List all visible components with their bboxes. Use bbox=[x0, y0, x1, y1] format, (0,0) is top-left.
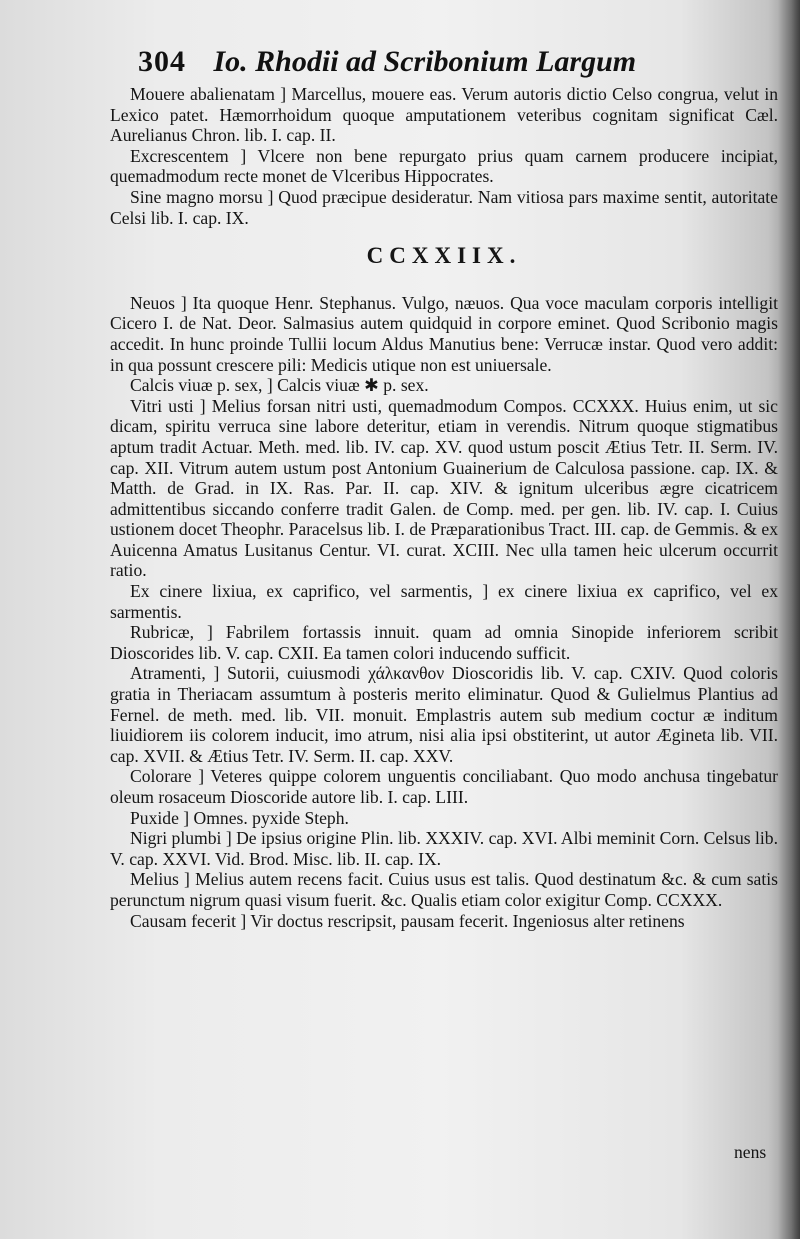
page-number: 304 bbox=[138, 45, 186, 78]
commentary-text bbox=[110, 84, 778, 931]
paragraph: Vitri usti ] Melius forsan nitri usti, quemadmodum Compos. CCXXX. Huius enim, ut sic dicam, spiritu verruca sine labore deteritur, etiam in verendis. Nitrum quoque stigmatibus aptum tradit Actuar. Meth. med. lib. IV. cap. XV. quod ustum poscit Ætius Tetr. II. Serm. IV. cap. XII. Vitrum autem ustum post Antonium Guainerium de Calculosa passione. cap. IX. & Matth. de Grad. in IX. Ras. Par. II. cap. XIV. & ignitum ulceribus ægre cicatricem admittentibus siccando conferre tradit Galen. de Comp. med. per gen. lib. IV. cap. I. Cuius ustionem docet Theophr. Paracelsus lib. I. de Præparationibus Tract. III. cap. de Gemmis. & ex Auicenna Amatus Lusitanus Centur. VI. curat. XCIII. Nec ulla tamen heic ulcerum occurrit ratio. bbox=[110, 395, 778, 581]
section-heading: CCXXIIX. bbox=[366, 243, 522, 269]
paragraph: Puxide ] Omnes. pyxide Steph. bbox=[130, 807, 349, 828]
paragraph: Ex cinere lixiua, ex caprifico, vel sarmentis, ] ex cinere lixiua ex caprifico, vel ex sarmentis. bbox=[110, 581, 778, 622]
catchword: nens bbox=[734, 1142, 767, 1162]
paragraph: Calcis viuæ p. sex, ] Calcis viuæ ✱ p. sex. bbox=[130, 375, 429, 396]
paragraph: Causam fecerit ] Vir doctus rescripsit, pausam fecerit. Ingeniosus alter retinens bbox=[130, 910, 685, 931]
paragraph: Sine magno morsu ] Quod præcipue desideratur. Nam vitiosa pars maxime sentit, autoritate Celsi lib. I. cap. IX. bbox=[110, 186, 778, 228]
paragraph: Colorare ] Veteres quippe colorem unguentis conciliabant. Quo modo anchusa tingebatur oleum rosaceum Dioscoride autore lib. I. cap. LIII. bbox=[110, 766, 778, 807]
binding-shadow bbox=[778, 0, 800, 1239]
paragraph: Mouere abalienatam ] Marcellus, mouere eas. Verum autoris dictio Celso congrua, velut in Lexico patet. Hæmorrhoidum quoque amputationem veteribus cognitam significat Cæl. Aurelianus Chron. lib. I. cap. II. bbox=[110, 84, 778, 146]
running-title: Io. Rhodii ad Scribonium Largum bbox=[213, 45, 637, 78]
paragraph: Rubricæ, ] Fabrilem fortassis innuit. quam ad omnia Sinopide inferiorem scribit Dioscorides lib. V. cap. CXII. Ea tamen colori inducendo sufficit. bbox=[110, 622, 778, 663]
page-header bbox=[138, 42, 698, 82]
paragraph: Excrescentem ] Vlcere non bene repurgato prius quam carnem producere incipiat, quemadmodum recte monet de Vlceribus Hippocrates. bbox=[110, 145, 778, 187]
paragraph: Atramenti, ] Sutorii, cuiusmodi χάλκανθον Dioscoridis lib. V. cap. CXIV. Quod coloris gratia in Theriacam assumtum à posteris merito eliminatur. Quod & Gulielmus Plantius ad Fernel. de meth. med. lib. VII. monuit. Emplastris autem sub medium coctur æ inditum liuidiorem iis colorem inducit, imo atrum, nisi alia ipsi obstiterint, ut autor Ægineta lib. VII. cap. XVII. & Ætius Tetr. IV. Serm. II. cap. XXV. bbox=[110, 663, 778, 766]
paragraph: Neuos ] Ita quoque Henr. Stephanus. Vulgo, næuos. Qua voce maculam corporis intelligit Cicero I. de Nat. Deor. Salmasius autem quidquid in corpore eminet. Quod Scribonio magis accedit. In hunc proinde Tullii locum Aldus Manutius bene: Verrucæ instar. Quod vero addit: in qua possunt crescere pili: Medicis utique non est uniuersale. bbox=[110, 292, 778, 375]
paragraph: Nigri plumbi ] De ipsius origine Plin. lib. XXXIV. cap. XVI. Albi meminit Corn. Celsus lib. V. cap. XXVI. Vid. Brod. Misc. lib. II. cap. IX. bbox=[110, 828, 778, 869]
paragraph: Melius ] Melius autem recens facit. Cuius usus est talis. Quod destinatum &c. & cum satis perunctum nigrum quasi visum fuerit. &c. Qualis etiam color exigitur Comp. CCXXX. bbox=[110, 869, 778, 910]
